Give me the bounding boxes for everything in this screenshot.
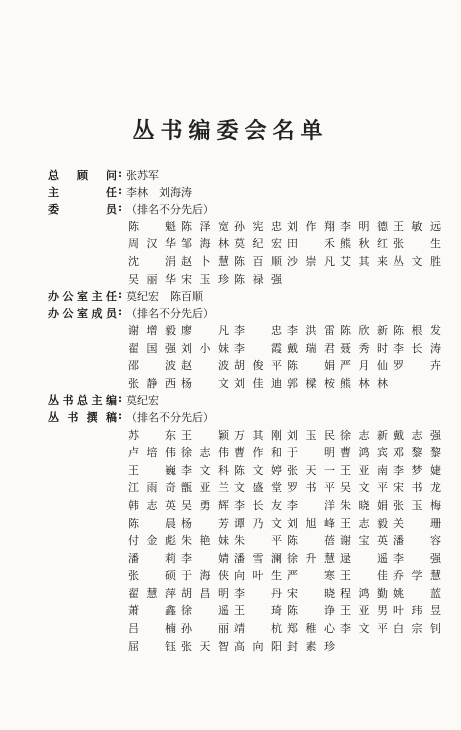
name-entry: 李 强 (393, 551, 441, 565)
writers-note: （排名不分先后） (126, 411, 214, 425)
name-entry: 李 文 科 (181, 463, 229, 477)
name-entry: 甑 亚 兰 (181, 481, 229, 495)
name-entry: 翟 慧 萍 (128, 586, 176, 600)
name-entry: 李 长 涛 (393, 341, 441, 355)
name-entry: 吴 丽 华 (128, 272, 176, 286)
label-char: 室 (76, 289, 88, 303)
label-char: 顾 (76, 168, 88, 182)
chief-editor-label (48, 392, 122, 408)
name-entry: 刘 作 翔 (287, 219, 335, 233)
name-entry: 邵 波 (128, 359, 176, 373)
label-char: 任 (105, 185, 117, 199)
name-entry: 郭 樑 桉 (287, 376, 335, 390)
label-char: 办 (48, 289, 59, 303)
office-members-names (48, 321, 448, 391)
name-entry: 李 梦 婕 (393, 463, 441, 477)
name-entry: 江 雨 奇 (128, 481, 176, 495)
name-entry: 万 其 刚 (234, 428, 282, 442)
name-entry: 王 亚 南 (340, 463, 388, 477)
name-entry: 李 洋 (287, 498, 335, 512)
name-entry: 程 鸿 勤 (340, 586, 388, 600)
name-entry: 宋 玉 珍 (181, 272, 229, 286)
name-entry: 刘 小 妹 (181, 341, 229, 355)
name-entry: 沈 涓 (128, 254, 176, 268)
name-entry: 王 志 毅 (340, 516, 388, 530)
name-entry: 李 丹 (234, 586, 282, 600)
name-entry: 杨 芳 (181, 516, 229, 530)
name-entry: 田 禾 (287, 237, 335, 251)
name-entry: 陈 禄 强 (234, 272, 282, 286)
members-row (48, 200, 448, 217)
name-entry: 刘 玉 民 (287, 428, 335, 442)
name-entry: 乔 学 慧 (393, 569, 441, 583)
office-director-label-text (48, 288, 117, 304)
members-note: （排名不分先后） (126, 202, 214, 216)
name-entry: 潘 莉 (128, 551, 176, 565)
name-entry: 靖 杭 (234, 622, 282, 636)
name-entry: 熊 林 林 (340, 376, 388, 390)
office-director-row (48, 287, 448, 304)
name-row (128, 357, 448, 375)
advisor-label (48, 167, 122, 183)
members-label-text (48, 201, 117, 217)
writers-row (48, 409, 448, 426)
name-entry: 李 明 德 (340, 219, 388, 233)
colon: : (117, 392, 122, 406)
name-entry: 曹 鸿 宾 (340, 446, 388, 460)
label-char: 成 (91, 306, 103, 320)
colon: : (117, 200, 122, 214)
name-entry: 孙 宪 忠 (234, 219, 282, 233)
name-entry: 张 硕 (128, 569, 176, 583)
name-entry: 孙 丽 (181, 622, 229, 636)
chief-editor-value: 莫纪宏 (126, 394, 159, 408)
name-row (128, 321, 448, 339)
name-row (128, 531, 448, 549)
advisor-row (48, 166, 448, 183)
name-entry: 李 长 友 (234, 498, 282, 512)
name-entry: 聂 秀 时 (340, 341, 388, 355)
name-entry: 谢 宝 英 (340, 534, 388, 548)
label-char: 书 (67, 411, 79, 425)
name-entry: 李 洪 雷 (287, 324, 335, 338)
name-entry: 陈 文 婷 (234, 463, 282, 477)
office-director-value: 莫纪宏 陈百顺 (126, 289, 203, 303)
name-entry: 王 亚 男 (340, 604, 388, 618)
name-row (128, 479, 448, 497)
chief-editor-label-text (48, 392, 117, 408)
name-entry: 陈 诤 (287, 604, 335, 618)
label-char: 员 (105, 202, 117, 216)
name-entry: 于 明 (287, 446, 335, 460)
name-entry: 赵 波 (181, 359, 229, 373)
name-entry: 李 文 平 (340, 622, 388, 636)
name-entry: 姚 蓝 (393, 586, 441, 600)
name-entry: 陈 晨 (128, 516, 176, 530)
office-members-note: （排名不分先后） (126, 306, 214, 320)
label-char: 室 (76, 306, 88, 320)
name-entry: 李 婧 (181, 551, 229, 565)
name-entry: 张 玉 梅 (393, 498, 441, 512)
name-entry: 白 宗 钊 (393, 622, 441, 636)
office-director-label (48, 288, 122, 304)
advisor-label-text (48, 167, 117, 183)
label-char: 丛 (48, 411, 59, 425)
writers-label-text (48, 409, 117, 425)
label-char: 员 (105, 306, 117, 320)
name-entry: 王 佳 (340, 569, 388, 583)
name-entry: 苏 东 (128, 428, 176, 442)
name-entry: 李 忠 (234, 324, 282, 338)
name-row (128, 461, 448, 479)
name-entry: 杨 文 (181, 376, 229, 390)
name-row (128, 217, 448, 235)
name-row (128, 514, 448, 532)
page-title: 丛书编委会名单 (132, 118, 329, 144)
name-entry: 谭 乃 文 (234, 516, 282, 530)
name-entry: 关 珊 (393, 516, 441, 530)
colon: : (117, 166, 122, 180)
colon: : (117, 409, 122, 423)
label-char: 总 (48, 168, 59, 182)
name-entry: 严 寒 (287, 569, 335, 583)
label-char: 编 (105, 394, 117, 408)
name-entry: 戴 瑞 君 (287, 341, 335, 355)
name-row (128, 567, 448, 585)
name-entry: 胡 俊 平 (234, 359, 282, 373)
name-entry: 吴 文 平 (340, 481, 388, 495)
name-entry: 徐 升 慧 (287, 551, 335, 565)
label-char: 书 (62, 394, 74, 408)
editor-value: 李林 刘海涛 (126, 185, 192, 199)
advisor-value: 张苏军 (126, 168, 159, 182)
name-entry: 吕 楠 (128, 622, 176, 636)
name-entry: 熊 秋 红 (340, 237, 388, 251)
name-entry: 邹 海 林 (181, 237, 229, 251)
office-members-label-text (48, 305, 117, 321)
name-row (128, 602, 448, 620)
name-entry: 宋 书 龙 (393, 481, 441, 495)
label-char: 总 (76, 394, 88, 408)
name-entry: 周 汉 华 (128, 237, 176, 251)
name-entry: 朱 艳 妹 (181, 534, 229, 548)
name-row (128, 549, 448, 567)
name-row (128, 235, 448, 253)
name-entry: 廖 凡 (181, 324, 229, 338)
name-row (128, 339, 448, 357)
committee-roster (48, 166, 448, 654)
name-entry: 张 天 智 (181, 639, 229, 653)
name-row (128, 619, 448, 637)
name-row (128, 637, 448, 655)
label-char: 委 (48, 202, 59, 216)
name-entry: 于 海 侠 (181, 569, 229, 583)
name-entry: 文 盛 堂 (234, 481, 282, 495)
name-entry: 张 生 (393, 237, 441, 251)
name-entry: 韩 志 英 (128, 498, 176, 512)
label-char: 办 (48, 306, 59, 320)
name-entry: 高 向 阳 (234, 639, 282, 653)
name-entry: 叶 玮 昱 (393, 604, 441, 618)
name-entry: 王 颖 (181, 428, 229, 442)
name-entry: 陈 蓓 (287, 534, 335, 548)
editor-label-text (48, 184, 117, 200)
name-entry: 戴 志 强 (393, 428, 441, 442)
name-row (128, 584, 448, 602)
name-entry: 陈 百 顺 (234, 254, 282, 268)
name-entry: 卢 培 伟 (128, 446, 176, 460)
name-entry: 封 素 珍 (287, 639, 335, 653)
name-entry: 王 敏 远 (393, 219, 441, 233)
name-entry: 潘 容 (393, 534, 441, 548)
name-row (128, 270, 448, 288)
name-entry: 潘 雪 澜 (234, 551, 282, 565)
name-entry: 翟 国 强 (128, 341, 176, 355)
editor-row (48, 183, 448, 200)
editor-label (48, 184, 122, 200)
name-entry: 刘 旭 峰 (287, 516, 335, 530)
label-char: 主 (48, 185, 59, 199)
name-entry: 向 叶 生 (234, 569, 282, 583)
members-names (48, 217, 448, 287)
name-entry: 宋 晓 (287, 586, 335, 600)
name-entry: 罗 书 平 (287, 481, 335, 495)
name-row (128, 252, 448, 270)
name-entry: 严 月 仙 (340, 359, 388, 373)
writers-names (48, 426, 448, 655)
label-char: 问 (105, 168, 117, 182)
name-entry: 曹 作 和 (234, 446, 282, 460)
label-char: 撰 (86, 411, 98, 425)
name-entry: 刘 佳 迪 (234, 376, 282, 390)
label-char: 主 (91, 289, 103, 303)
name-row (128, 374, 448, 392)
name-entry: 郑 稚 心 (287, 622, 335, 636)
members-label (48, 201, 122, 217)
name-entry: 萧 鑫 (128, 604, 176, 618)
name-entry: 徐 志 伟 (181, 446, 229, 460)
name-entry: 沙 崇 凡 (287, 254, 335, 268)
name-entry: 陈 魁 (128, 219, 176, 233)
name-entry: 朱 晓 娟 (340, 498, 388, 512)
name-entry: 徐 遥 (181, 604, 229, 618)
chief-editor-row (48, 392, 448, 409)
name-entry: 谢 增 毅 (128, 324, 176, 338)
name-entry: 王 巍 (128, 463, 176, 477)
name-entry: 丛 文 胜 (393, 254, 441, 268)
name-entry: 付 金 彪 (128, 534, 176, 548)
name-entry: 陈 娟 (287, 359, 335, 373)
name-entry: 徐 志 新 (340, 428, 388, 442)
colon: : (117, 183, 122, 197)
colon: : (117, 287, 122, 301)
name-entry: 李 霞 (234, 341, 282, 355)
label-char: 任 (105, 289, 117, 303)
name-entry: 王 琦 (234, 604, 282, 618)
name-entry: 赵 卜 慧 (181, 254, 229, 268)
name-entry: 陈 欣 新 (340, 324, 388, 338)
label-char: 主 (91, 394, 103, 408)
name-entry: 屈 钰 (128, 639, 176, 653)
colon: : (117, 304, 122, 318)
label-char: 公 (62, 306, 74, 320)
name-entry: 朱 平 (234, 534, 282, 548)
name-entry: 胡 昌 明 (181, 586, 229, 600)
name-entry: 张 静 西 (128, 376, 176, 390)
label-char: 丛 (48, 394, 59, 408)
name-row (128, 496, 448, 514)
label-char: 稿 (105, 411, 117, 425)
name-entry: 陈 根 发 (393, 324, 441, 338)
name-row (128, 443, 448, 461)
name-entry: 吴 勇 辉 (181, 498, 229, 512)
name-entry: 艾 其 来 (340, 254, 388, 268)
name-entry: 张 天 一 (287, 463, 335, 477)
name-row (128, 426, 448, 444)
office-members-label (48, 305, 122, 321)
name-entry: 邓 黎 黎 (393, 446, 441, 460)
name-entry: 逯 遥 (340, 551, 388, 565)
name-entry: 罗 卉 (393, 359, 441, 373)
office-members-row (48, 304, 448, 321)
label-char: 公 (62, 289, 74, 303)
name-entry: 莫 纪 宏 (234, 237, 282, 251)
writers-label (48, 409, 122, 425)
name-entry: 陈 泽 宽 (181, 219, 229, 233)
